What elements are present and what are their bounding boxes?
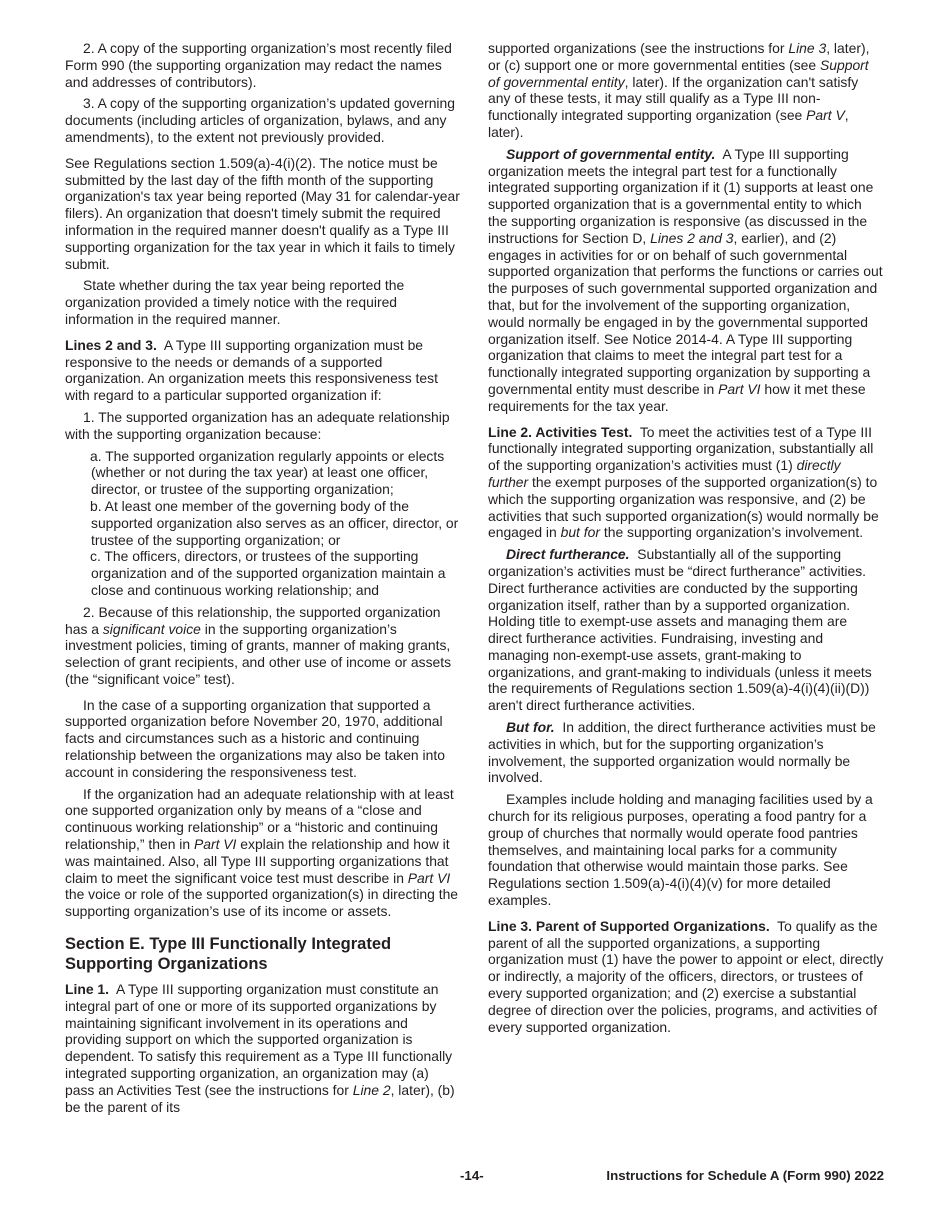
list-item: 1. The supported organization has an adequate relationship with the supporting organization because: xyxy=(65,408,450,442)
list-item: 2. Because of this relationship, the supported organization has a significant voice in the supporting organization’s investment policies, timing of grants, manner of making grants, selection of grant recipients, and other use of income or assets (the “significant voice” test). xyxy=(65,603,452,687)
section-e-heading: Section E. Type III Functionally Integrated Supporting Organizations xyxy=(65,935,392,974)
footer-title: Instructions for Schedule A (Form 990) 2022 xyxy=(606,1168,884,1183)
paragraph: Line 1. A Type III supporting organization must constitute an integral part of one or more of its supported organizations by maintaining significant involvement in its operations and providing support on which the supported organization is dependent. To satisfy this requirement as a Type III functionally integrated supporting organization, an organization may (a) pass an Activities Test (see the instructions for Line 2, later), (b) be the parent of its xyxy=(65,981,455,1115)
left-column xyxy=(65,40,461,1120)
but-for-heading: But for. xyxy=(506,719,555,736)
paragraph: Line 3. Parent of Supported Organizations. To qualify as the parent of all the supported organizations, a supporting organization must (1) have the power to appoint or elect, directly or indirectly, a majority of the officers, directors, or trustees of every supported organization; and (2) exercise a substantial degree of direction over the policies, programs, and activities of every supported organization. xyxy=(488,917,884,1035)
paragraph: 2. A copy of the supporting organization’s most recently filed Form 990 (the supporting organization may redact the names and addresses of contributors). xyxy=(65,40,452,90)
paragraph: Support of governmental entity. A Type III supporting organization meets the integral part test for a functionally integrated supporting organization if it (1) supports at least one supported organization that is a governmental entity to which the supporting organization is responsive (as discussed in the instructions for Section D, Lines 2 and 3, earlier), and (2) engages in activities for or on behalf of such governmental supported organization that performs the functions or carries out the purposes of such governmental supported organization and that, but for the involvement of the supporting organization, would normally be engaged in by the governmental supported organization itself. See Notice 2014-4. A Type III supporting organization that claims to meet the integral part test for a functionally integrated supporting organization by supporting a governmental entity must describe in Part VI how it met these requirements for the tax year. xyxy=(488,145,883,414)
right-column xyxy=(488,40,884,1040)
paragraph: Direct furtherance. Substantially all of the supporting organization’s activities must be “direct furtherance” activities. Direct furtherance activities are conducted by the supporting organization itself, rather than by a supported organization. Holding title to exempt-use assets and managing them are direct furtherance activities. Fundraising, investing and managing non-exempt-use assets, grant-making to organizations, and grant-making to individuals (unless it meets the requirements of Regulations section 1.509(a)-4(i)(4)(ii)(D)) aren't direct furtherance activities. xyxy=(488,546,872,714)
list-item: c. The officers, directors, or trustees of the supporting organization and of the supported organization maintain a close and continuous working relationship; and xyxy=(90,548,446,598)
paragraph: 3. A copy of the supporting organization’s updated governing documents (including articles of organization, bylaws, and any amendments), to the extent not previously provided. xyxy=(65,95,455,145)
paragraph: Examples include holding and managing facilities used by a church for its religious purposes, operating a food pantry for a group of churches that normally would operate food pantries themselves, and maintaining local parks for a community foundation that otherwise would maintain those parks. See Regulations section 1.509(a)-4(i)(4)(v) for more detailed examples. xyxy=(488,791,873,909)
line-3-heading: Line 3. Parent of Supported Organizations. xyxy=(488,917,770,934)
paragraph: See Regulations section 1.509(a)-4(i)(2). The notice must be submitted by the last day of the fifth month of the supporting organization's tax year being reported (May 31 for calendar-year filers). An organization that doesn't timely submit the required information in the required manner doesn't qualify as a Type III supporting organization for the tax year in which it fails to timely submit. xyxy=(65,154,460,272)
paragraph: In the case of a supporting organization that supported a supported organization before November 20, 1970, additional facts and circumstances such as a historic and continuing relationship between the organizations may also be taken into account in considering the responsiveness test. xyxy=(65,696,445,780)
paragraph: supported organizations (see the instructions for Line 3, later), or (c) support one or more governmental entities (see Support of governmental entity, later). If the organization can't satisfy any of these tests, it may still qualify as a Type III non-functionally integrated supporting organization (see Part V, later). xyxy=(488,40,870,140)
paragraph: But for. In addition, the direct furtherance activities must be activities in which, but for the supporting organization’s involvement, the supported organization would normally be involved. xyxy=(488,719,876,786)
list-item: a. The supported organization regularly appoints or elects (whether or not during the tax year) at least one officer, director, or trustee of the supporting organization; xyxy=(90,447,445,498)
page-number: -14- xyxy=(460,1168,484,1183)
governmental-entity-heading: Support of governmental entity. xyxy=(506,145,716,162)
line-2-heading: Line 2. Activities Test. xyxy=(488,423,633,440)
lines-2-3-heading: Lines 2 and 3. xyxy=(65,336,157,353)
list-item: b. At least one member of the governing body of the supported organization also serves as an officer, director, or trustee of the supporting organization; or xyxy=(90,497,459,548)
paragraph: State whether during the tax year being reported the organization provided a timely notice with the required information in the required manner. xyxy=(65,277,405,327)
line-1-heading: Line 1. xyxy=(65,981,109,998)
paragraph: Lines 2 and 3. A Type III supporting organization must be responsive to the needs or demands of a supported organization. An organization meets this responsiveness test with regard to a particular supported organization if: xyxy=(65,336,438,404)
direct-furtherance-heading: Direct furtherance. xyxy=(506,546,630,563)
paragraph: Line 2. Activities Test. To meet the activities test of a Type III functionally integrated supporting organization, substantially all of the supporting organization’s activities must (1) directly further the exempt purposes of the supported organization(s) to which the supporting organization was responsive, and (2) be activities that such supported organization(s) would normally be engaged in but for the supporting organization’s involvement. xyxy=(488,423,879,541)
paragraph: If the organization had an adequate relationship with at least one supported organization only by means of a “close and continuous working relationship” or a “historic and continuing relationship,” then in Part VI explain the relationship and how it was maintained. Also, all Type III supporting organizations that claim to meet the significant voice test must describe in Part VI the voice or role of the supported organization(s) in directing the supporting organization’s use of its income or assets. xyxy=(65,785,459,920)
